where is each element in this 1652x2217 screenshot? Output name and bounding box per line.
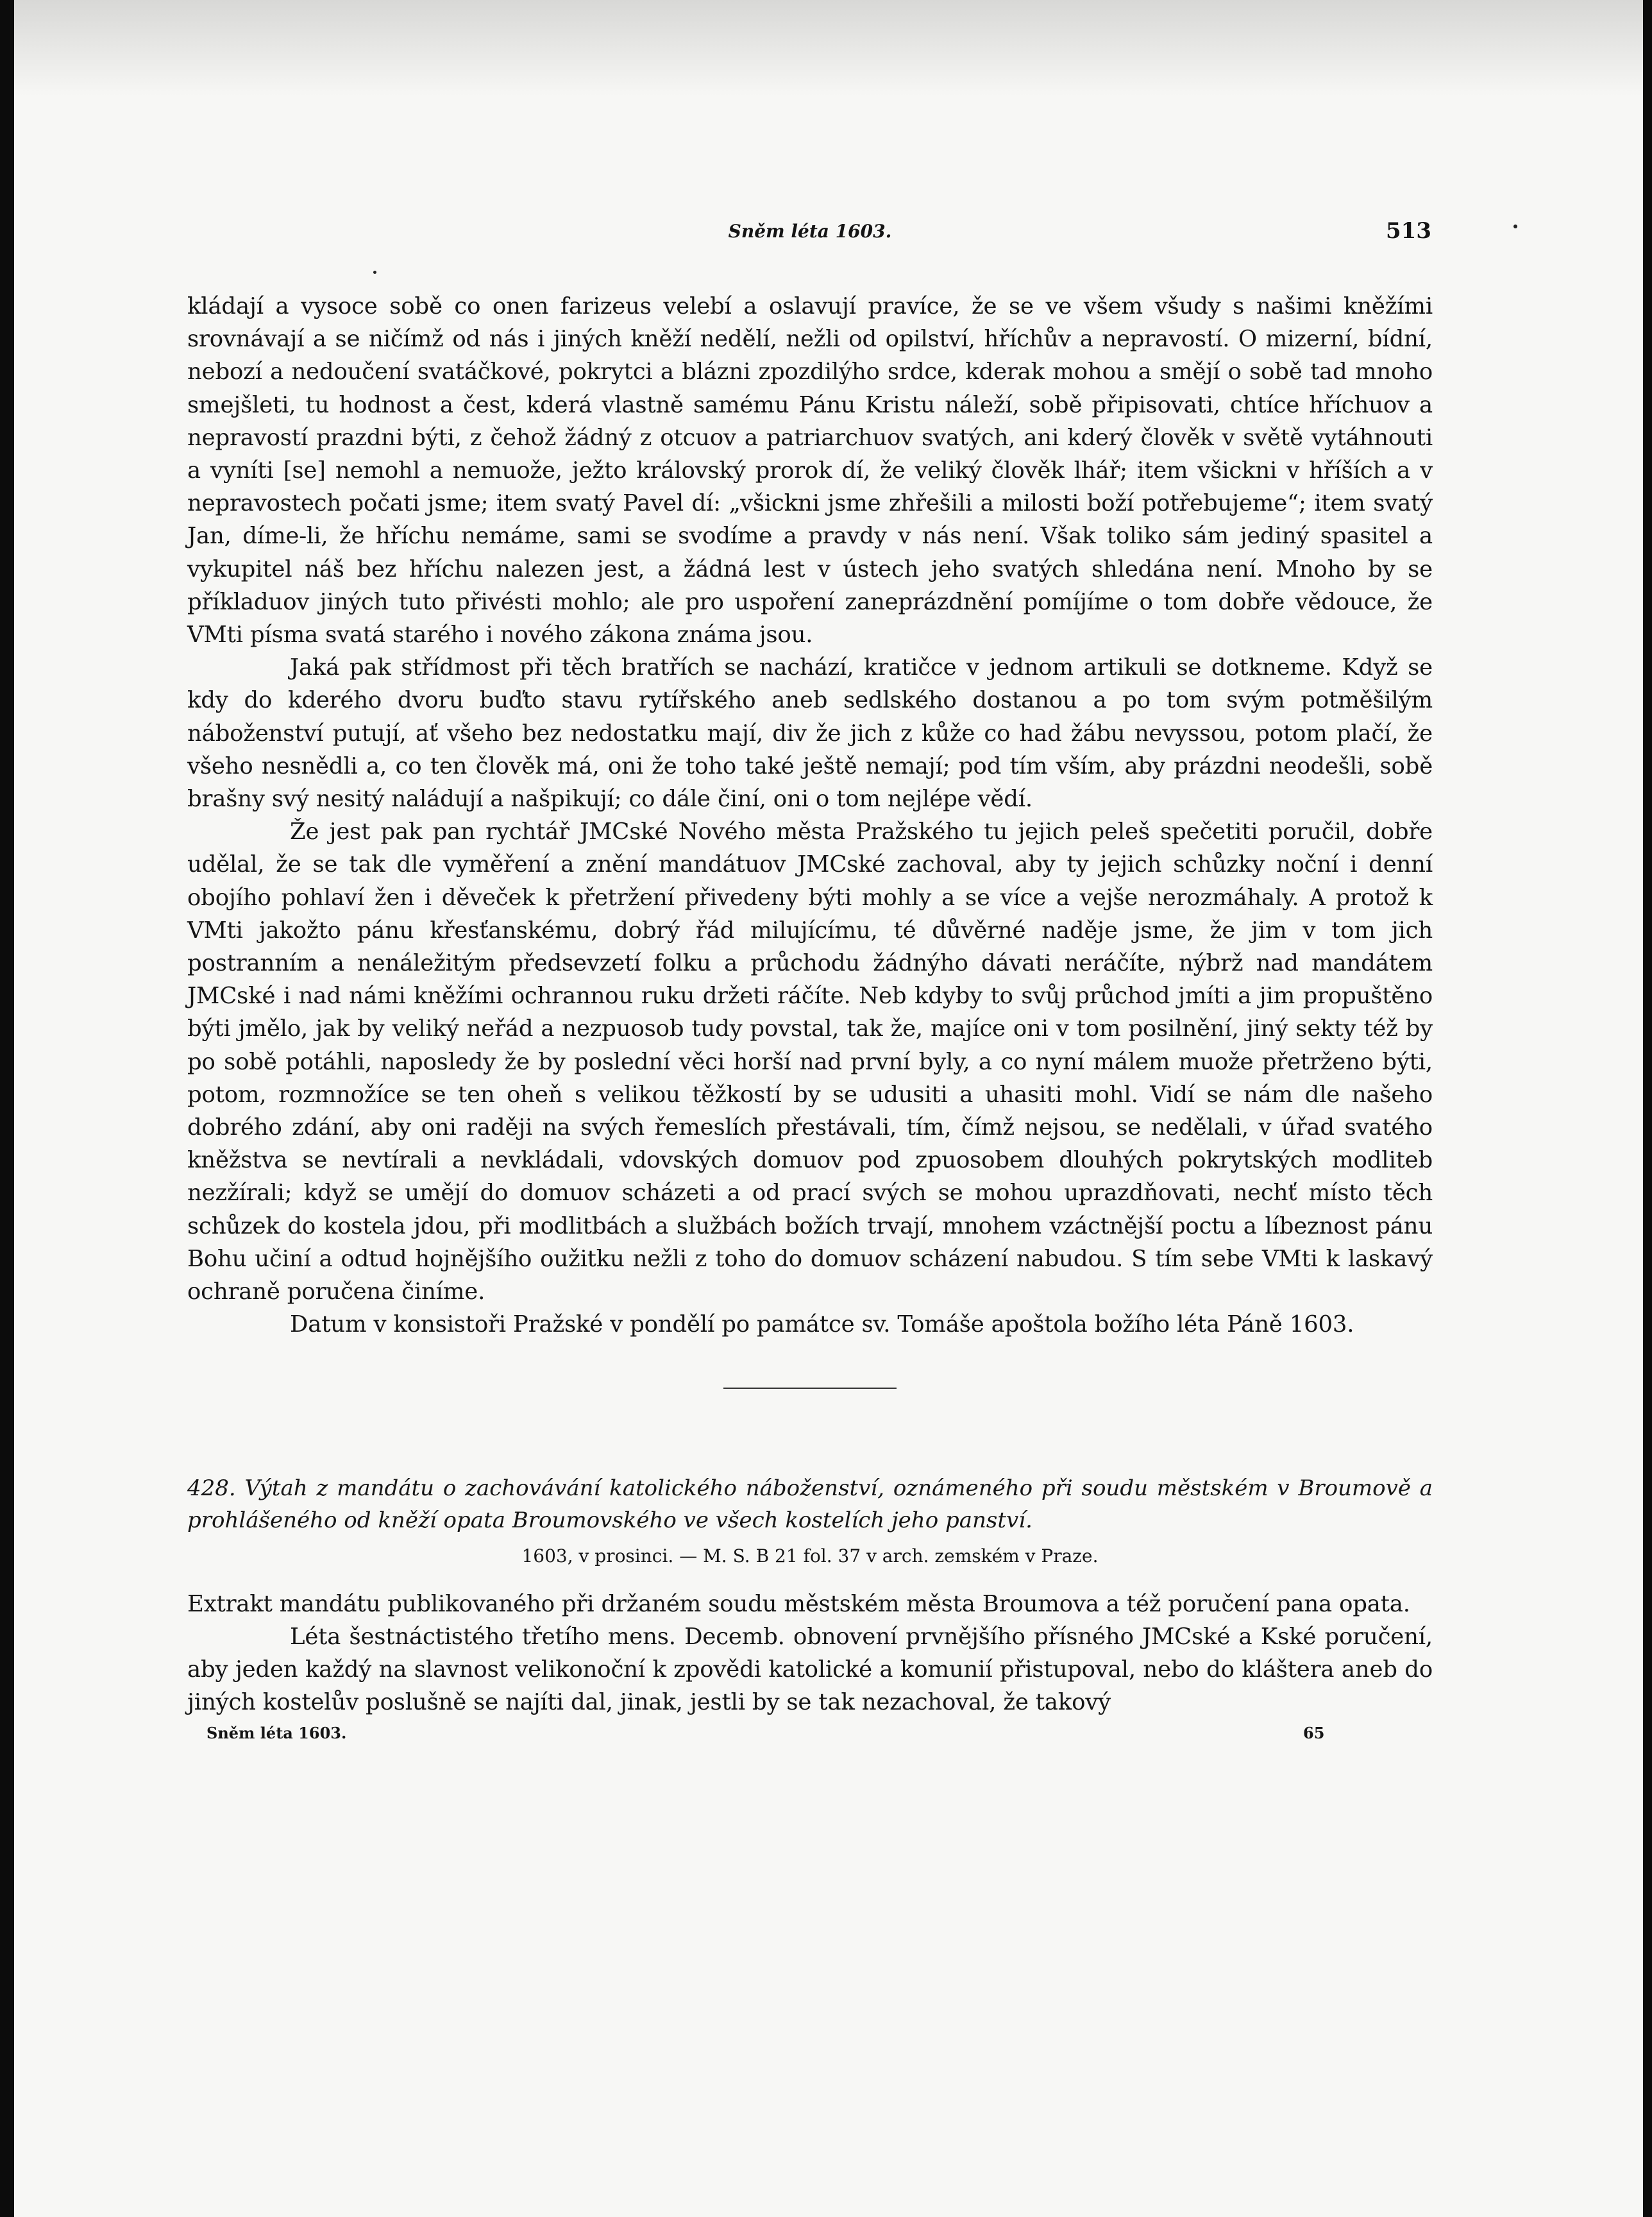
body-text [187, 290, 1433, 1341]
document-paragraph: Léta šestnáctistého třetího mens. Decemb. obnovení prvnějšího přísného JMCské a Kské poručení, aby jeden každý na slavnost velikonoční k zpovědi katolické a komunií přistupoval, nebo do kláštera aneb do jiných kostelův poslušně se najíti dal, jinak, jestli by se tak nezachoval, že takový [187, 1623, 1433, 1716]
document-title: Výtah z mandátu o zachovávání katolického náboženství, oznámeného při soudu městském v Broumově a prohlášeného od kněží opata Broumovského ve všech kostelích jeho panství. [187, 1475, 1433, 1533]
document-number: 428. [187, 1475, 236, 1501]
page-number: 513 [1386, 218, 1431, 244]
scan-border-right [1643, 0, 1652, 2217]
page-content [187, 212, 1433, 1749]
running-head-title: Sněm léta 1603. [728, 221, 892, 242]
footer-signature: Sněm léta 1603. [206, 1724, 347, 1743]
footer-sheet-number: 65 [1303, 1724, 1325, 1743]
page-footer [187, 1724, 1433, 1749]
paragraph-dating: Datum v konsistoři Pražské v pondělí po památce sv. Tomáše apoštola božího léta Páně 1603. [290, 1311, 1354, 1338]
scan-border-left [0, 0, 14, 2217]
speck-mark [1513, 225, 1517, 228]
document-paragraph: Extrakt mandátu publikovaného při držaném soudu městském města Broumova a též poručení pana opata. [187, 1590, 1410, 1617]
paragraph: Že jest pak pan rychtář JMCské Nového města Pražského tu jejich peleš spečetiti poručil, dobře udělal, že se tak dle vyměření a znění mandátuov JMCské zachoval, aby ty jejich schůzky noční i denní obojího pohlaví žen i děveček k přetržení přivedeny býti mohly a se více a vejše nerozmáhaly. A protož k VMti jakožto pánu křesťanskému, dobrý řád milujícímu, té důvěrné naděje jsme, že jim v tom jich postranním a nenáležitým předsevzetí folku a průchodu žádnýho dávati neráčíte, nýbrž nad mandátem JMCské i nad námi kněžími ochrannou ruku držeti ráčíte. Neb kdyby to svůj průchod jmíti a jim propuštěno býti jmělo, jak by veliký neřád a nezpuosob tudy povstal, tak že, majíce oni v tom posilnění, jiný sekty též by po sobě potáhli, naposledy že by poslední věci horší nad první byly, a co nyní málem muože přetrženo býti, potom, rozmnožíce se ten oheň s velikou těžkostí by se udusiti a uhasiti mohl. Vidí se nám dle našeho dobrého zdání, aby oni raději na svých řemeslích přestávali, tím, čímž nejsou, se nedělali, v úřad svatého kněžstva se nevtírali a nevkládali, vdovských domuov pod zpuosobem dlouhých pokrytských modliteb nezžírali; když se umějí do domuov scházeti a od prací svých se mohou uprazdňovati, nechť místo těch schůzek do kostela jdou, při modlitbách a službách božích trvají, mnohem vzáctnější poctu a líbeznost pánu Bohu učiní a odtud hojnějšího oužitku nežli z toho do domuov scházení nabudou. S tím sebe VMti k laskavý ochraně poručena činíme. [187, 819, 1433, 1305]
scan-shadow-top [14, 0, 1643, 96]
document-body [187, 1588, 1433, 1719]
section-divider [723, 1388, 897, 1389]
document-source: 1603, v prosinci. — M. S. B 21 fol. 37 v arch. zemském v Praze. [521, 1545, 1099, 1567]
running-head [187, 212, 1433, 244]
paragraph: Jaká pak střídmost při těch bratřích se nachází, kratičce v jednom artikuli se dotkneme. Když se kdy do kderého dvoru buďto stavu rytířského aneb sedlského dostanou a po tom svým potměšilým náboženství putují, ať všeho bez nedostatku mají, div že jich z kůže co had žábu nevyssou, potom plačí, že všeho nesnědli a, co ten člověk má, oni že toho také ještě nemají; pod tím vším, aby prázdni neodešli, sobě brašny svý nesitý naládují a našpikují; co dále činí, oni o tom nejlépe vědí. [187, 654, 1433, 813]
document-heading [187, 1472, 1433, 1536]
paragraph: kládají a vysoce sobě co onen farizeus velebí a oslavují pravíce, že se ve všem všudy s našimi kněžími srovnávají a se ničímž od nás i jiných kněží nedělí, nežli od opilství, hříchův a nepravostí. O mizerní, bídní, nebozí a nedoučení svatáčkové, pokrytci a blázni zpozdilýho srdce, kderak mohou a smějí o sobě tad mnoho smejšleti, tu hodnost a čest, kderá vlastně samému Pánu Kristu náleží, sobě připisovati, chtíce hříchuov a nepravostí prazdni býti, z čehož žádný z otcuov a patriarchuov svatých, ani kderý člověk v světě vytáhnouti a vyníti [se] nemohl a nemuože, ježto královský prorok dí, že veliký člověk lhář; item všickni v hříších a v nepravostech počati jsme; item svatý Pavel dí: „všickni jsme zhřešili a milosti boží potřebujeme“; item svatý Jan, díme-li, že hříchu nemáme, sami se svodíme a pravdy v nás není. Však toliko sám jediný spasitel a vykupitel náš bez hříchu nalezen jest, a žádná lest v ústech jeho svatých shledána není. Mnoho by se příkladuov jiných tuto přivésti mohlo; ale pro uspoření zaneprázdnění pomíjíme o tom dobře vědouce, že VMti písma svatá starého i nového zákona známa jsou. [187, 293, 1433, 649]
